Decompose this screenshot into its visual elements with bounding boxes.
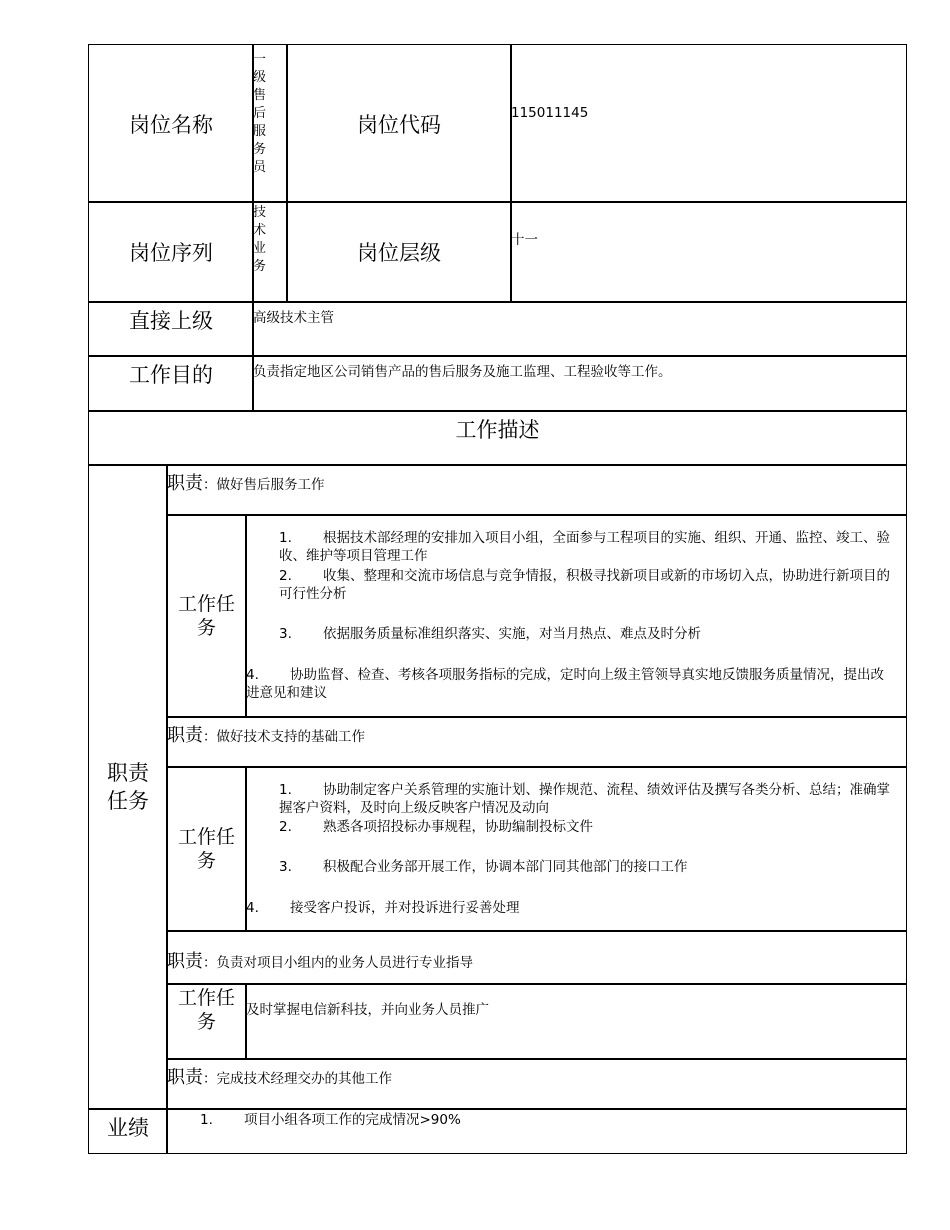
post-level-value: 十一 <box>510 201 907 303</box>
list-item: 3. 积极配合业务部开展工作，协调本部门同其他部门的接口工作 <box>279 859 688 875</box>
duty-2-header: 职责：做好技术支持的基础工作 <box>166 716 907 768</box>
post-code-label: 岗位代码 <box>286 44 512 203</box>
list-item: 3. 依据服务质量标准组织落实、实施，对当月热点、难点及时分析 <box>279 626 701 642</box>
list-item: 2. 熟悉各项招投标办事规程，协助编制投标文件 <box>279 819 593 835</box>
purpose-value: 负责指定地区公司销售产品的售后服务及施工监理、工程验收等工作。 <box>252 355 907 412</box>
duty-3-task-list <box>245 983 907 1060</box>
post-name-label: 岗位名称 <box>88 44 254 203</box>
performance-label: 业绩 <box>88 1108 168 1154</box>
purpose-label: 工作目的 <box>88 355 254 412</box>
superior-label: 直接上级 <box>88 301 254 357</box>
list-item: 1. 根据技术部经理的安排加入项目小组，全面参与工程项目的实施、组织、开通、监控、竣工、验收、维护等项目管理工作 <box>279 530 890 564</box>
list-item: 及时掌握电信新科技，并向业务人员推广 <box>246 1002 489 1018</box>
duty-4-header: 职责：完成技术经理交办的其他工作 <box>166 1058 907 1110</box>
duty-2-task-list <box>245 766 907 932</box>
list-item: 4. 协助监督、检查、考核各项服务指标的完成，定时向上级主管领导真实地反馈服务质量情况，提出改进意见和建议 <box>246 667 884 701</box>
post-level-label: 岗位层级 <box>286 201 512 303</box>
duty-1-task-list <box>245 514 907 718</box>
duties-label: 职责任务 <box>88 464 168 1110</box>
duty-3-header: 职责：负责对项目小组内的业务人员进行专业指导 <box>166 930 907 985</box>
performance-list <box>166 1108 907 1154</box>
duty-1-task-label: 工作任务 <box>166 514 247 718</box>
list-item: 4. 接受客户投诉，并对投诉进行妥善处理 <box>246 900 520 916</box>
list-item: 1. 协助制定客户关系管理的实施计划、操作规范、流程、绩效评估及撰写各类分析、总结；准确掌握客户资料，及时向上级反映客户情况及动向 <box>279 782 890 816</box>
duty-2-task-label: 工作任务 <box>166 766 247 932</box>
post-seq-label: 岗位序列 <box>88 201 254 303</box>
post-name-value: 一级售后服务员 <box>252 44 288 203</box>
duty-1-header: 职责：做好售后服务工作 <box>166 464 907 516</box>
post-code-value: 115011145 <box>510 44 907 203</box>
post-seq-value: 技术业务 <box>252 201 288 303</box>
list-item: 1. 项目小组各项工作的完成情况>90% <box>200 1112 461 1128</box>
list-item: 2. 收集、整理和交流市场信息与竞争情报，积极寻找新项目或新的市场切入点，协助进行新项目的可行性分析 <box>279 568 890 602</box>
superior-value: 高级技术主管 <box>252 301 907 357</box>
description-title: 工作描述 <box>88 410 907 466</box>
duty-3-task-label: 工作任务 <box>166 983 247 1060</box>
